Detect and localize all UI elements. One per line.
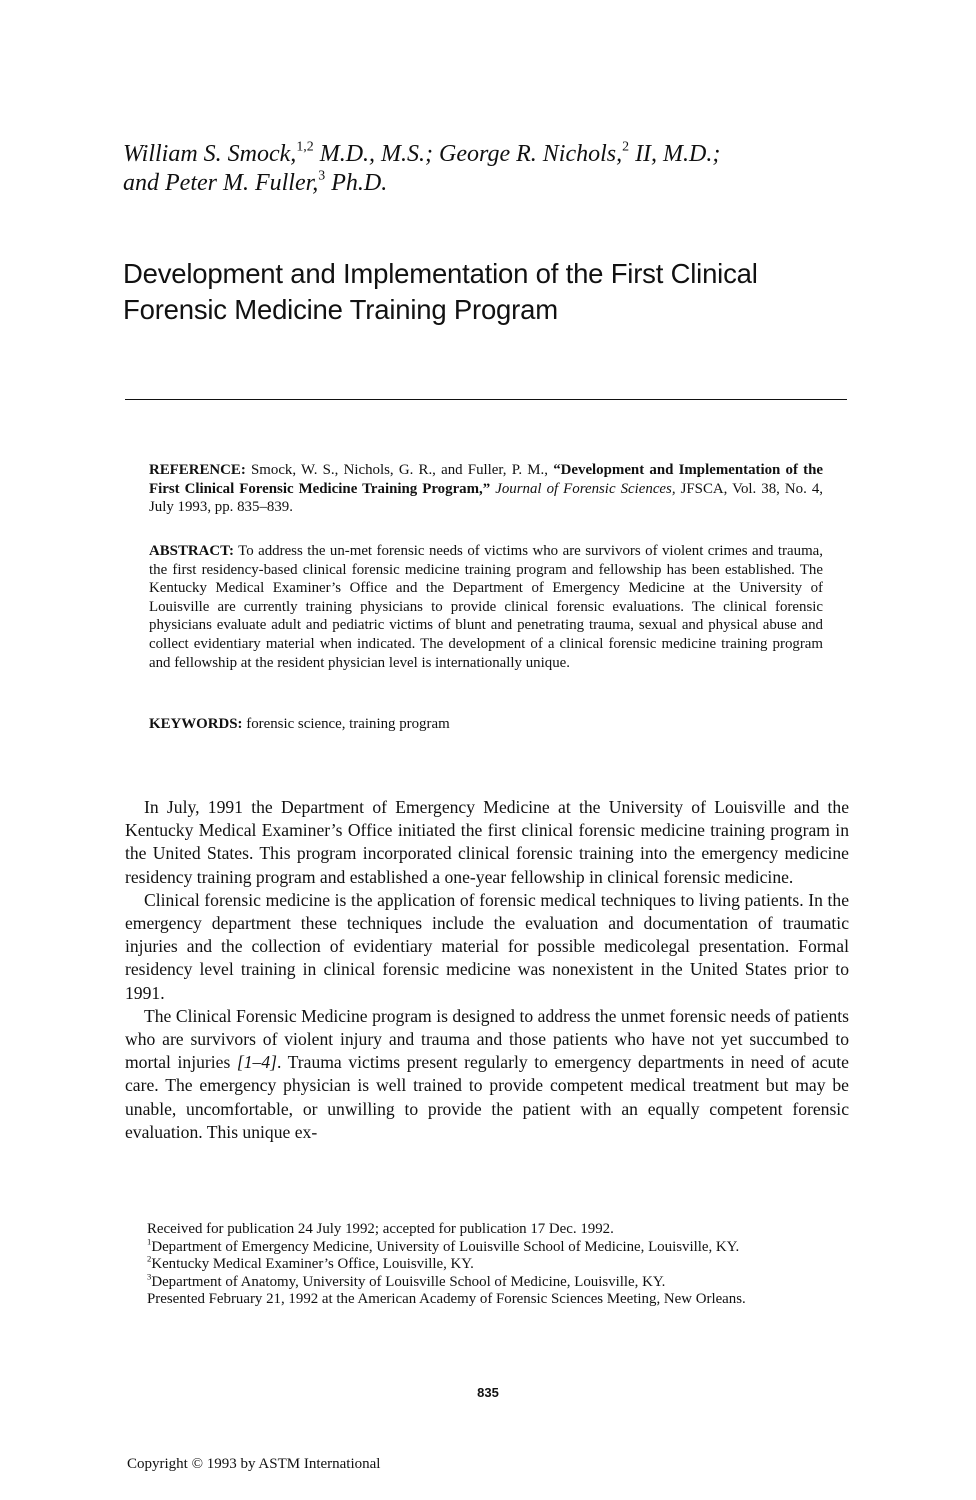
body-paragraph-1: In July, 1991 the Department of Emergency Medicine at the University of Louisville and the Kentucky Medical Examiner’s Office initiated the first clinical forensic medicine training program in the United States. This program incorporated clinical forensic training into the emergency medicine residency training program and established a one-year fellowship in clinical forensic medicine. — [125, 797, 849, 887]
author-line-2 — [123, 169, 863, 198]
abstract-label: ABSTRACT: — [149, 543, 234, 559]
author-1-affiliation: 1,2 — [296, 139, 314, 155]
footnote-3 — [128, 1271, 854, 1292]
author-list — [123, 140, 863, 198]
author-3-affiliation: 3 — [318, 168, 326, 184]
footnote-received: Received for publication 24 July 1992; accepted for publication 17 Dec. 1992. — [147, 1221, 614, 1237]
copyright-notice: Copyright © 1993 by ASTM International — [127, 1456, 381, 1472]
footnote-1-text: Department of Emergency Medicine, University of Louisville School of Medicine, Louisville, KY. — [151, 1238, 740, 1255]
footnote-2-marker: 2 — [147, 1253, 152, 1264]
footnote-1 — [128, 1236, 854, 1257]
citation-reference: [1–4] — [236, 1052, 277, 1073]
reference-article-title: “Development and Implementation of the First Clinical Forensic Medicine Training Program,” — [149, 462, 824, 497]
reference-block — [149, 461, 823, 517]
footnotes — [128, 1221, 854, 1309]
reference-label: REFERENCE: — [149, 462, 246, 478]
reference-journal: Journal of Forensic Sciences, — [495, 480, 676, 497]
reference-details: JFSCA, Vol. 38, No. 4, July 1993, pp. 835–839. — [149, 480, 824, 516]
body-paragraph-3-text-b: . Trauma victims present regularly to emergency departments in need of acute care. The emergency physician is well trained to provide competent medical treatment but may be unable, uncomfortable, or unwilling to provide the patient with an equally competent forensic evaluation. This unique ex- — [125, 1052, 849, 1142]
article-body — [125, 796, 849, 1144]
body-paragraph-2: Clinical forensic medicine is the application of forensic medical techniques to living patients. In the emergency department these techniques include the evaluation and documentation of traumatic injuries and the collection of evidentiary material for possible medicolegal presentation. Formal residency level training in clinical forensic medicine was nonexistent in the United States prior to 1991. — [125, 889, 849, 1003]
footnote-2 — [128, 1253, 854, 1274]
page-number: 835 — [477, 1385, 499, 1400]
body-paragraph-3-text-a: The Clinical Forensic Medicine program is designed to address the unmet forensic needs of patients who are survivors of violent injury and trauma and those patients who have not yet succumbed to mortal injuries — [125, 1005, 849, 1073]
body-paragraph-3 — [125, 1005, 849, 1144]
footnote-presented: Presented February 21, 1992 at the American Academy of Forensic Sciences Meeting, New Orleans. — [147, 1291, 746, 1308]
keywords-block — [149, 715, 823, 734]
keywords-label: KEYWORDS: — [149, 716, 243, 732]
author-2-name: George R. Nichols, — [439, 141, 623, 167]
footnote-2-text: Kentucky Medical Examiner’s Office, Louisville, KY. — [151, 1256, 474, 1273]
article-title — [123, 256, 883, 328]
author-3-degree: Ph.D. — [331, 170, 388, 196]
title-line-2: Forensic Medicine Training Program — [123, 294, 558, 325]
abstract-text: To address the un-met forensic needs of victims who are survivors of violent crimes and trauma, the first residency-based clinical forensic medicine training program and fellowship has been established. The Kentucky Medical Examiner’s Office and the Department of Emergency Medicine at the University of Louisville are currently training physicians to provide clinical forensic evaluations. The clinical forensic physicians evaluate adult and pediatric victims of blunt and penetrating trauma, sexual and physical abuse and collect evidentiary material when indicated. The development of a clinical forensic medicine training program and fellowship at the resident physician level is internationally unique. — [149, 543, 823, 671]
author-1-name: William S. Smock, — [123, 141, 297, 167]
author-2-degree: II, M.D.; — [635, 141, 721, 167]
author-line-1 — [123, 140, 863, 169]
footnote-3-marker: 3 — [147, 1271, 152, 1282]
abstract-block — [149, 542, 823, 672]
footnote-1-marker: 1 — [147, 1236, 152, 1247]
author-3-name: Peter M. Fuller, — [165, 170, 319, 196]
author-3-lead: and — [123, 170, 159, 196]
reference-authors: Smock, W. S., Nichols, G. R., and Fuller, P. M., — [251, 462, 548, 478]
author-1-degree: M.D., M.S.; — [319, 141, 434, 167]
title-line-1: Development and Implementation of the First Clinical — [123, 258, 758, 289]
keywords-text: forensic science, training program — [246, 716, 450, 732]
footnote-3-text: Department of Anatomy, University of Louisville School of Medicine, Louisville, KY. — [151, 1273, 666, 1290]
author-2-affiliation: 2 — [622, 139, 630, 155]
title-divider — [125, 399, 847, 400]
